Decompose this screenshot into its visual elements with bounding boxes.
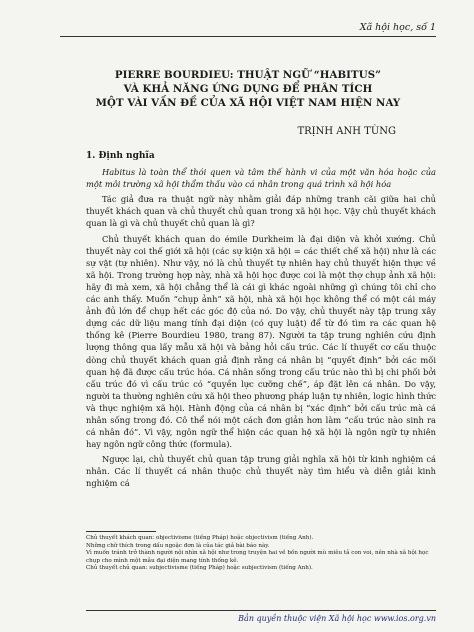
footnote-2: Những chữ thích trong dấu ngoặc đơn là của tác giả bài báo này.: [86, 542, 270, 549]
section-heading: 1. Định nghĩa: [86, 151, 155, 161]
article-body: [86, 150, 436, 493]
header-rule: [60, 36, 436, 37]
paragraph-intro: Tác giả đưa ra thuật ngữ này nhằm giải đáp những tranh cãi giữa hai chủ thuyết khách quan và chủ thuyết chủ quan trong xã hội học. Vậy chủ thuyết khách quan là gì và chủ thuyết chủ quan là gì?: [86, 194, 436, 229]
footnote-1: Chủ thuyết khách quan: objectivisme (tiếng Pháp) hoặc objectivism (tiếng Anh).: [86, 535, 314, 541]
title-line-3: MỘT VÀI VẤN ĐỀ CỦA XÃ HỘI VIỆT NAM HIỆN NAY: [95, 97, 401, 109]
paragraph-objectivism: Chủ thuyết khách quan do émile Durkheim là đại diện và khởi xướng. Chủ thuyết này coi thế giới xã hội (các sự kiện xã hội = các thiết chế xã hội) như là các sự vật (tự nhiên). Như vậy, nó là chủ thuyết tự nhiên hay chủ thuyết hiện thực về xã hội. Trong trường hợp này, nhà xã hội học được coi là một thợ chụp ảnh xã hội: hãy đi mà xem, xã hội chẳng thể là cái gì khác ngoài những gì chúng tôi chỉ cho các anh thấy. Muốn “chụp ảnh” xã hội, nhà xã hội học không thể có một cái máy ảnh đủ lớn để chụp hết các góc độ của nó. Do vậy, chủ thuyết này tập trung xây dựng các dữ liệu mang tính đại diện (có quy luật) để từ đó tìm ra các quan hệ thống kê (Pierre Bourdieu 1980, trang 87). Người ta tập trung nghiên cứu định lượng thông qua lấy mẫu xã hội và bảng hỏi cấu trúc. Các lí thuyết cơ cấu thuộc dòng chủ thuyết khách quan giả định rằng cá nhân bị “quyết định” bởi các mối quan hệ đã được cấu trúc hóa. Cá nhân sống trong cấu trúc nào thì bị chi phối bởi cấu trúc đó vì cấu trúc có “quyền lực cưỡng chế”, áp đặt lên cá nhân. Do vậy, người ta thường nghiên cứu xã hội theo phương pháp luận tự nhiên, logic hình thức và thực nghiệm xã hội. Hành động của cá nhân bị “xác định” bởi cấu trúc mà cá nhân sống trong đó. Cô thể nói một cách đơn giản hơn làm “cấu trúc nào sinh ra cá nhân đó”. Vì vậy, ngôn ngữ thể hiện các quan hệ xã hội là ngôn ngữ tự nhiên hay ngôn ngữ công thức (formula).: [86, 233, 436, 450]
copyright-footer: Bản quyền thuộc viện Xã hội học www.ios.org.vn: [238, 614, 436, 623]
footnote-rule: [86, 531, 156, 532]
footer-rule: [86, 610, 436, 611]
paragraph-definition: Habitus là toàn thể thói quen và tâm thế hành vi của một văn hóa hoặc của một môi trường xã hội thẩm thấu vào cá nhân trong quá trình xã hội hóa: [86, 167, 436, 190]
running-header: Xã hội học, số 1: [359, 22, 436, 33]
title-line-2: VÀ KHẢ NĂNG ỨNG DỤNG ĐỂ PHÂN TÍCH: [123, 83, 373, 95]
article-title: [60, 68, 436, 110]
footnote-4: Chủ thuyết chủ quan: subjectivisme (tiếng Pháp) hoặc subjectivism (tiếng Anh).: [86, 565, 313, 572]
footnote-3: Vì muốn tránh trở thành người nội nhìn xã hội như trong truyện hai về bốn người mù miêu tả con voi, nên nhà xã hội học chụp cho mình một mẫu đại diện mang tính thống kê.: [86, 550, 429, 564]
title-line-1: PIERRE BOURDIEU: THUẬT NGỮ “HABITUS”: [114, 69, 382, 81]
author-name: TRỊNH ANH TÙNG: [297, 126, 396, 137]
footnotes: [86, 535, 436, 573]
paragraph-subjectivism: Ngược lại, chủ thuyết chủ quan tập trung giải nghĩa xã hội từ kinh nghiệm cá nhân. Các lí thuyết cá nhân thuộc chủ thuyết này tìm hiểu và diễn giải kinh nghiệm cá: [86, 454, 436, 489]
